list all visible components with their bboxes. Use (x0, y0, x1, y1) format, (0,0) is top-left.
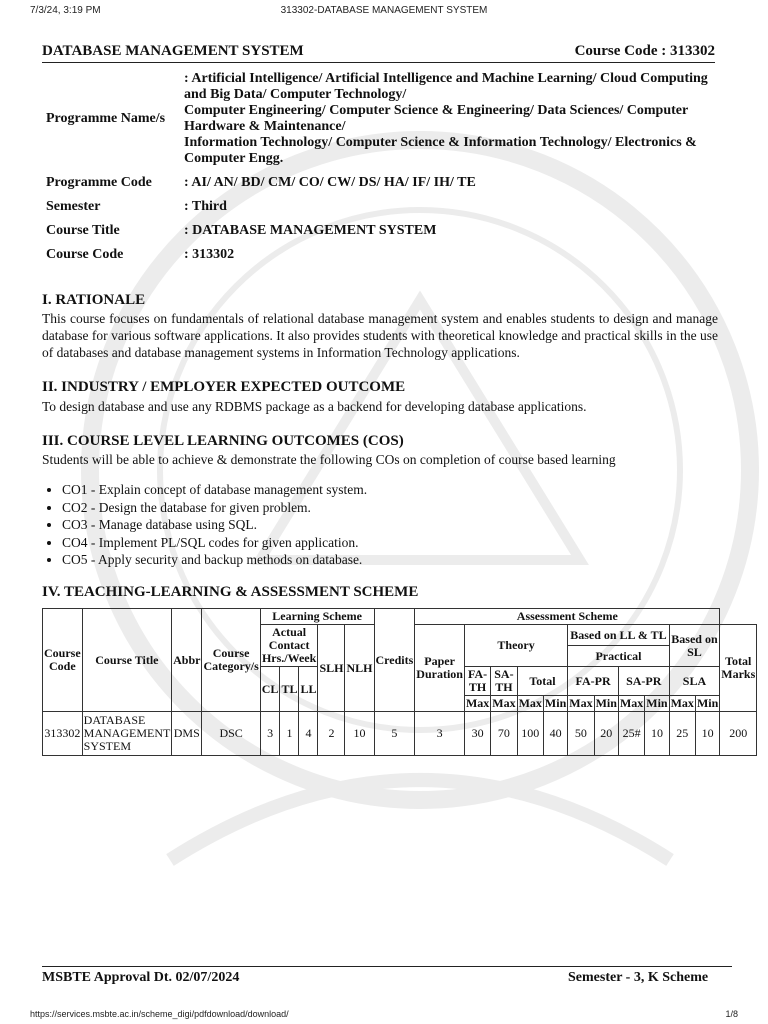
info-label: Programme Name/s (46, 111, 166, 126)
cos-list (42, 481, 367, 569)
info-label: Course Title (46, 223, 120, 238)
cell-fa-pr-min: 20 (594, 712, 618, 756)
col-theory: Theory (464, 625, 567, 667)
col-nlh: NLH (345, 625, 374, 712)
col-based-ll-tl: Based on LL & TL (568, 625, 669, 646)
info-value: : DATABASE MANAGEMENT SYSTEM (184, 223, 437, 238)
info-label: Course Code (46, 247, 124, 262)
cell-slh: 2 (318, 712, 345, 756)
co-item: • CO4 - Implement PL/SQL codes for given application. (62, 534, 367, 552)
page-title: DATABASE MANAGEMENT SYSTEM (42, 43, 304, 59)
info-value: : Third (184, 199, 227, 214)
cell-fa-pr-max: 50 (568, 712, 594, 756)
col-tl: TL (280, 667, 299, 712)
programme-names-line: : Artificial Intelligence/ Artificial Intelligence and Machine Learning/ Cloud Computing and Big Data/ Computer Technology/ (184, 71, 708, 102)
col-assessment-scheme: Assessment Scheme (415, 609, 720, 625)
cos-intro: Students will be able to achieve & demonstrate the following COs on completion of course based learning (42, 452, 616, 467)
cell-sa-pr-min: 10 (645, 712, 669, 756)
co-item: • CO3 - Manage database using SQL. (62, 516, 367, 534)
col-min: Min (646, 696, 668, 710)
col-ll: LL (299, 667, 318, 712)
page-header (42, 40, 715, 63)
cell-sa-th-max: 70 (491, 712, 517, 756)
programme-names-line: Computer Engineering/ Computer Science & Engineering/ Data Sciences/ Computer Hardware & Maintenance/ (184, 103, 688, 134)
approval-date: MSBTE Approval Dt. 02/07/2024 (42, 970, 240, 985)
col-min: Min (595, 696, 617, 710)
rationale-heading: I. RATIONALE (42, 292, 146, 308)
header-course-code: Course Code : 313302 (574, 43, 715, 59)
industry-outcome-text: To design database and use any RDBMS package as a backend for developing database applications. (42, 399, 587, 414)
info-value: : 313302 (184, 247, 235, 262)
cell-total-marks: 200 (720, 712, 757, 756)
course-info-table (44, 67, 732, 267)
print-footer (0, 1004, 768, 1024)
info-row-course-code (44, 243, 732, 267)
col-abbr: Abbr (172, 609, 202, 712)
col-min: Min (696, 696, 719, 710)
col-max: Max (492, 696, 516, 710)
cell-code: 313302 (43, 712, 83, 756)
cell-sla-min: 10 (695, 712, 719, 756)
cell-ll: 4 (299, 712, 318, 756)
co-item: • CO2 - Design the database for given problem. (62, 499, 367, 517)
print-datetime: 7/3/24, 3:19 PM (30, 5, 101, 16)
print-doc-title: 313302-DATABASE MANAGEMENT SYSTEM (280, 5, 488, 16)
info-value: : AI/ AN/ BD/ CM/ CO/ CW/ DS/ HA/ IF/ IH/ TE (184, 175, 476, 190)
print-url[interactable]: https://services.msbte.ac.in/scheme_digi/pdfdownload/download/ (30, 1009, 289, 1019)
col-based-sl: Based on SL (669, 625, 720, 667)
cell-nlh: 10 (345, 712, 374, 756)
cell-sa-pr-max: 25# (618, 712, 644, 756)
cell-sla-max: 25 (669, 712, 695, 756)
cell-paper: 3 (415, 712, 465, 756)
col-sa-th: SA-TH (491, 667, 517, 696)
col-fa-pr: FA-PR (568, 667, 619, 696)
cell-total-max: 100 (517, 712, 543, 756)
cell-cl: 3 (260, 712, 280, 756)
col-max: Max (518, 696, 542, 710)
programme-names-line: Information Technology/ Computer Science & Information Technology/ Electronics & Computer Engg. (184, 135, 697, 166)
semester-scheme: Semester - 3, K Scheme (568, 970, 709, 985)
footer-divider (42, 966, 732, 967)
cell-category: DSC (202, 712, 260, 756)
col-max: Max (569, 696, 593, 710)
col-max: Max (619, 696, 644, 710)
col-course-code: Course Code (43, 609, 83, 712)
cell-total-min: 40 (543, 712, 567, 756)
col-total: Total (517, 667, 568, 696)
col-sla: SLA (669, 667, 720, 696)
print-header (0, 0, 768, 20)
col-paper-duration: Paper Duration (415, 625, 465, 712)
info-row-programme-name (44, 67, 732, 171)
cell-fa-th-max: 30 (464, 712, 490, 756)
col-sa-pr: SA-PR (618, 667, 669, 696)
scheme-heading: IV. TEACHING-LEARNING & ASSESSMENT SCHEME (42, 584, 419, 600)
co-item: • CO5 - Apply security and backup methods on database. (62, 551, 367, 569)
scheme-table (42, 608, 757, 756)
col-cl: CL (260, 667, 280, 712)
col-min: Min (544, 696, 567, 710)
info-row-semester (44, 195, 732, 219)
co-item: • CO1 - Explain concept of database management system. (62, 481, 367, 499)
col-actual-contact: Actual Contact Hrs./Week (261, 625, 317, 665)
col-course-title: Course Title (82, 609, 171, 712)
col-credits: Credits (374, 609, 415, 712)
cell-abbr: DMS (172, 712, 202, 756)
col-total-marks: Total Marks (720, 625, 757, 712)
cell-tl: 1 (280, 712, 299, 756)
info-value (182, 67, 732, 171)
print-page-number: 1/8 (725, 1009, 738, 1019)
col-category: Course Category/s (202, 609, 260, 712)
table-row (43, 712, 757, 756)
rationale-text: This course focuses on fundamentals of relational database management system and enables students to design and manage database for various software applications. It also provides students with theoretical knowledge and practical skills in the use of databases and database management systems in Information Technology applications. (42, 311, 718, 360)
col-slh: SLH (318, 625, 345, 712)
industry-outcome-heading: II. INDUSTRY / EMPLOYER EXPECTED OUTCOME (42, 379, 406, 395)
info-row-course-title (44, 219, 732, 243)
cos-heading: III. COURSE LEVEL LEARNING OUTCOMES (COS) (42, 433, 404, 449)
col-max: Max (465, 696, 490, 710)
col-learning-scheme: Learning Scheme (260, 609, 374, 625)
info-label: Programme Code (46, 175, 152, 190)
col-fa-th: FA-TH (464, 667, 490, 696)
col-max: Max (670, 696, 694, 710)
cell-title: DATABASE MANAGEMENT SYSTEM (82, 712, 171, 756)
cell-credits: 5 (374, 712, 415, 756)
info-row-programme-code (44, 171, 732, 195)
info-label: Semester (46, 199, 101, 214)
col-practical: Practical (568, 646, 669, 667)
